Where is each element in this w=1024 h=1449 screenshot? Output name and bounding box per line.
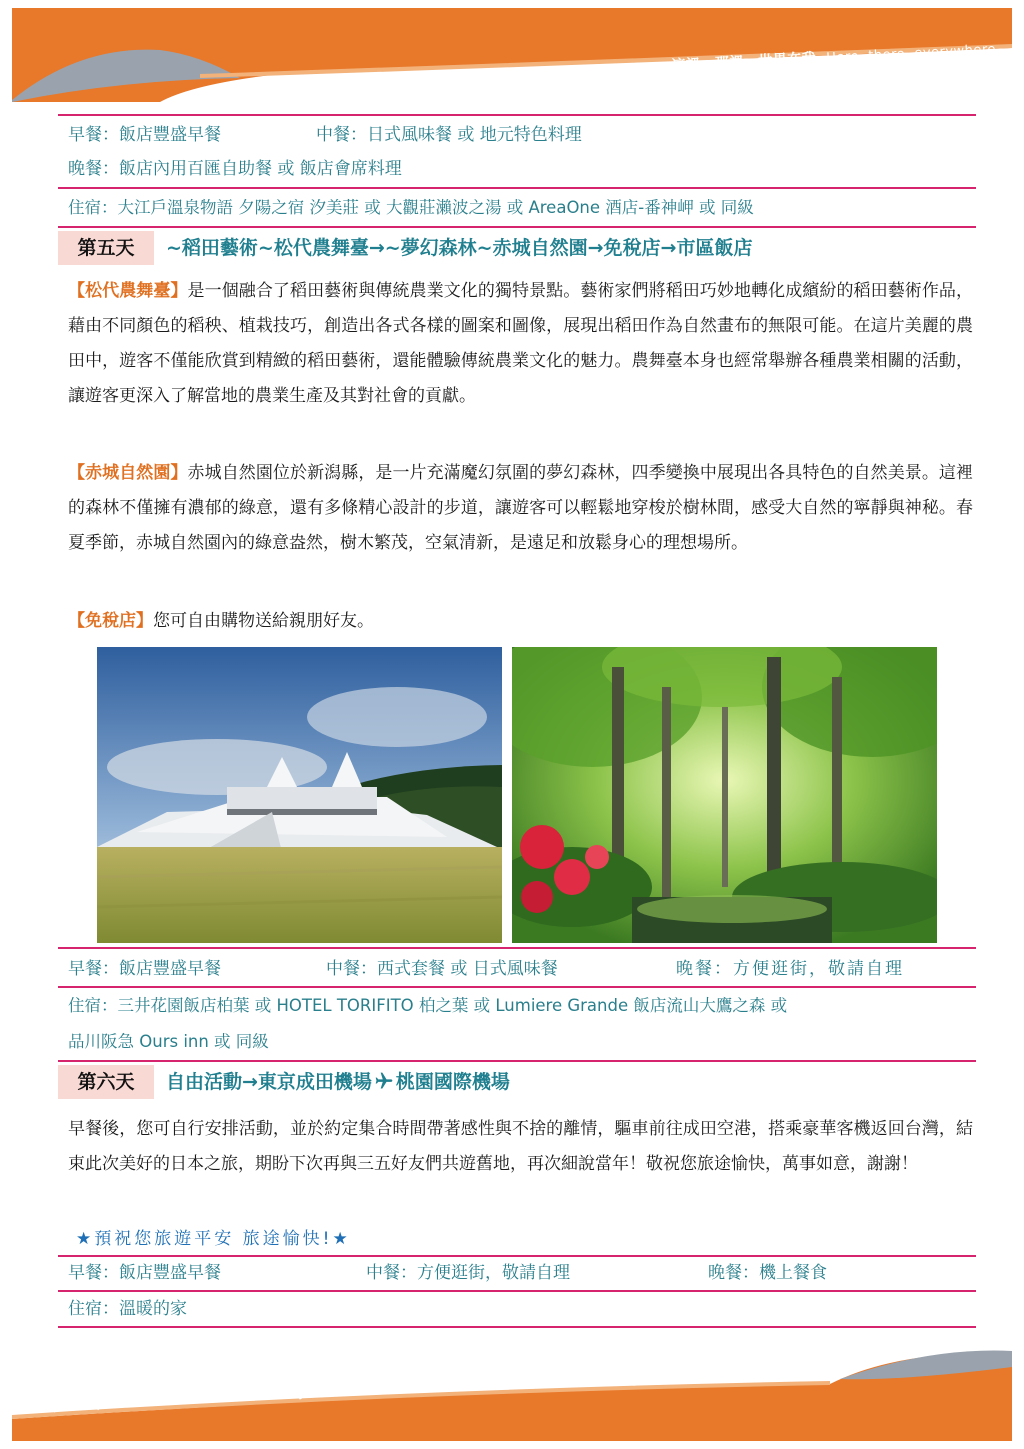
day6-dinner: 晚餐：機上餐食: [708, 1263, 827, 1283]
day6-title: [166, 1065, 510, 1102]
day5-breakfast: 早餐：飯店豐盛早餐: [68, 959, 221, 979]
day6-lunch: 中餐：方便逛街，敬請自理: [366, 1263, 570, 1283]
top-banner: [0, 0, 1024, 105]
day4-dinner: 晚餐：飯店內用百匯自助餐 或 飯店會席料理: [68, 159, 402, 179]
travel-wish: ★預祝您旅遊平安 旅途愉快!★: [76, 1229, 351, 1249]
day5-text-3: 您可自由購物送給親朋好友。: [153, 611, 374, 631]
divider: [58, 1255, 976, 1257]
airplane-icon: [373, 1068, 395, 1102]
divider: [58, 114, 976, 116]
day5-tag-2: 【赤城自然園】: [68, 463, 188, 483]
divider: [58, 986, 976, 988]
day5-hotel-line1: 住宿：三井花園飯店柏葉 或 HOTEL TORIFITO 柏之葉 或 Lumiere Grande 飯店流山大鷹之森 或: [68, 996, 788, 1015]
day5-paragraph-3: [68, 604, 973, 639]
day5-dinner: 晚餐：方便逛街，敬請自理: [676, 959, 904, 979]
divider: [58, 1060, 976, 1062]
day6-breakfast: 早餐：飯店豐盛早餐: [68, 1263, 221, 1283]
top-slogan-en: Here, there, everywhere: [826, 42, 997, 66]
day5-text-2: 赤城自然園位於新潟縣，是一片充滿魔幻氛圍的夢幻森林，四季變換中展現出各具特色的自然美景。這裡的森林不僅擁有濃郁的綠意，還有多條精心設計的步道，讓遊客可以輕鬆地穿梭於樹林間，感受大自然的寧靜與神秘。春夏季節，赤城自然園內的綠意盎然，樹木繁茂，空氣清新，是遠足和放鬆身心的理想場所。: [68, 463, 974, 553]
day5-title: ~稻田藝術~松代農舞臺→~夢幻森林~赤城自然園→免稅店→市區飯店: [166, 237, 753, 259]
divider: [58, 226, 976, 228]
divider: [58, 1326, 976, 1328]
bottom-slogan-en: Here, there, everywhere: [178, 1383, 349, 1407]
day5-header: [58, 231, 976, 265]
day4-breakfast: 早餐：飯店豐盛早餐: [68, 125, 221, 145]
day5-tag-3: 【免稅店】: [68, 611, 153, 631]
day5-lunch: 中餐：西式套餐 或 日式風味餐: [326, 959, 558, 979]
day6-label: 第六天: [58, 1065, 154, 1099]
day6-title-part1: 自由活動→東京成田機場: [166, 1071, 372, 1093]
day5-label: 第五天: [58, 231, 154, 265]
day5-paragraph-2: [68, 456, 973, 561]
day4-hotel: 住宿：大江戶溫泉物語 夕陽之宿 汐美莊 或 大觀莊瀨波之湯 或 AreaOne 酒店-番神岬 或 同級: [68, 198, 754, 217]
day5-paragraph-1: [68, 274, 973, 414]
matsudai-nobutai-photo: [97, 647, 502, 943]
day6-paragraph: 早餐後，您可自行安排活動，並於約定集合時間帶著感性與不捨的離情，驅車前往成田空港，搭乘豪華客機返回台灣，結束此次美好的日本之旅，期盼下次再與三五好友們共遊舊地，再次細說當年！敬祝您旅途愉快，萬事如意，謝謝！: [68, 1119, 973, 1174]
day4-lunch: 中餐：日式風味餐 或 地元特色料理: [316, 125, 582, 145]
bottom-banner: [0, 1349, 1024, 1449]
day5-tag-1: 【松代農舞臺】: [68, 281, 188, 301]
day5-text-1: 是一個融合了稻田藝術與傳統農業文化的獨特景點。藝術家們將稻田巧妙地轉化成繽紛的稻田藝術作品，藉由不同顏色的稻秧、植栽技巧，創造出各式各樣的圖案和圖像，展現出稻田作為自然畫布的無限可能。在這片美麗的農田中，遊客不僅能欣賞到精緻的稻田藝術，還能體驗傳統農業文化的魅力。農舞臺本身也經常舉辦各種農業相關的活動，讓遊客更深入了解當地的農業生產及其對社會的貢獻。: [68, 281, 974, 406]
day5-hotel-line2: 品川阪急 Ours inn 或 同級: [68, 1032, 269, 1051]
akagi-forest-photo: [512, 647, 937, 943]
divider: [58, 187, 976, 189]
day6-hotel: 住宿：溫暖的家: [68, 1299, 187, 1319]
divider: [58, 947, 976, 949]
top-slogan-zh: 這裡，那裡，世界在我: [671, 50, 817, 74]
day6-title-part2: 桃園國際機場: [395, 1071, 510, 1093]
day6-header: [58, 1065, 976, 1099]
divider: [58, 1290, 976, 1292]
bottom-slogan-zh: 這裡，那裡，世界在我: [23, 1391, 170, 1415]
